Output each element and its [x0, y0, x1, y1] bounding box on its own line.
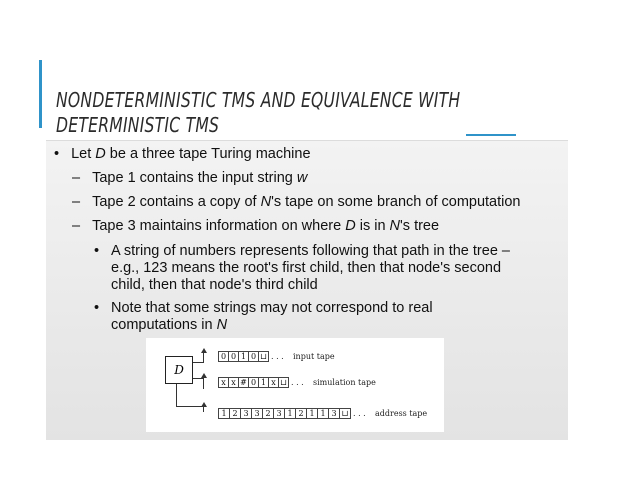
dash-1: – — [72, 170, 81, 186]
sub-3-prefix: Tape 3 maintains information on where — [92, 218, 346, 234]
address-tape-cell: 2 — [229, 408, 241, 419]
dash-3: – — [72, 218, 81, 234]
wire-addr-h — [176, 406, 203, 407]
subsub-1-line3: child, then that node's third child — [111, 277, 318, 293]
sub-1-w: w — [296, 170, 308, 186]
three-tape-diagram — [146, 338, 444, 432]
bullet-1 — [54, 146, 311, 163]
simulation-tape-cell: # — [238, 377, 249, 388]
sub-2-n: N — [260, 194, 272, 210]
address-tape-cell: 1 — [306, 408, 318, 419]
arrow-input — [201, 348, 207, 353]
simulation-tape-cell: x — [228, 377, 239, 388]
input-tape-cell: 1 — [238, 351, 249, 362]
subsub-2-line1: Note that some strings may not correspond to real — [111, 300, 433, 316]
input-tape-cell: 0 — [228, 351, 239, 362]
wire-addr-v — [176, 384, 177, 406]
address-tape-label: address tape — [375, 409, 428, 418]
subsub-bullet-1-dot: • — [94, 243, 100, 259]
title-underline — [466, 134, 516, 136]
simulation-tape-label: simulation tape — [313, 378, 376, 387]
sub-3-d: D — [345, 218, 356, 234]
address-tape-cell: 3 — [273, 408, 285, 419]
address-tape-cell: 1 — [284, 408, 296, 419]
wire-input-h — [193, 362, 203, 363]
bullet-1-suffix: be a three tape Turing machine — [105, 146, 311, 162]
input-tape-label: input tape — [293, 352, 335, 361]
sub-bullet-2 — [72, 194, 521, 211]
simulation-tape-cell: 0 — [248, 377, 259, 388]
subsub-bullet-2-dot: • — [94, 300, 100, 316]
wire-input-v — [203, 352, 204, 363]
simulation-tape-cell: x — [268, 377, 279, 388]
address-tape-cell: ⊔ — [339, 408, 351, 419]
bullet-dot: • — [54, 146, 60, 162]
address-tape-cell: 3 — [328, 408, 340, 419]
address-tape-cell: 3 — [251, 408, 263, 419]
subsub-1-line1: A string of numbers represents following that path in the tree – — [111, 243, 510, 259]
arrow-sim — [201, 373, 207, 378]
machine-d-box: D — [165, 356, 193, 384]
slide-title-line2: DETERMINISTIC TMS — [56, 113, 220, 137]
wire-sim-v — [203, 378, 204, 389]
slide-title-line1: NONDETERMINISTIC TMS AND EQUIVALENCE WITH — [56, 88, 461, 112]
address-tape-cell: 2 — [262, 408, 274, 419]
wire-sim-h — [193, 378, 203, 379]
accent-bar — [39, 60, 42, 128]
subsub-2-line2-prefix: computations in — [111, 317, 217, 333]
simulation-tape-cell: 1 — [258, 377, 269, 388]
address-tape-ellipsis: . . . — [353, 409, 366, 418]
simulation-tape-ellipsis: . . . — [291, 378, 304, 387]
sub-3-mid: is in — [355, 218, 390, 234]
address-tape-cell: 3 — [240, 408, 252, 419]
input-tape-ellipsis: . . . — [271, 352, 284, 361]
sub-2-suffix: 's tape on some branch of computation — [271, 194, 521, 210]
sub-bullet-1 — [72, 170, 307, 187]
subsub-2-line2 — [111, 317, 227, 334]
subsub-1-line2: e.g., 123 means the root's first child, then that node's second — [111, 260, 502, 276]
subsub-2-n: N — [216, 317, 228, 333]
simulation-tape-cell: ⊔ — [278, 377, 289, 388]
slide-title — [56, 88, 462, 138]
input-tape-cell: 0 — [248, 351, 259, 362]
sub-3-n: N — [389, 218, 401, 234]
address-tape-cell: 1 — [317, 408, 329, 419]
simulation-tape-cell: x — [218, 377, 229, 388]
dash-2: – — [72, 194, 81, 210]
address-tape-cell: 2 — [295, 408, 307, 419]
bullet-1-d: D — [95, 146, 106, 162]
input-tape-cell: 0 — [218, 351, 229, 362]
sub-1-text: Tape 1 contains the input string — [92, 170, 297, 186]
sub-2-prefix: Tape 2 contains a copy of — [92, 194, 261, 210]
sub-3-suffix: 's tree — [400, 218, 440, 234]
arrow-addr — [201, 402, 207, 407]
sub-bullet-3 — [72, 218, 439, 235]
address-tape-cell: 1 — [218, 408, 230, 419]
bullet-1-prefix: Let — [71, 146, 96, 162]
input-tape-cell: ⊔ — [258, 351, 269, 362]
